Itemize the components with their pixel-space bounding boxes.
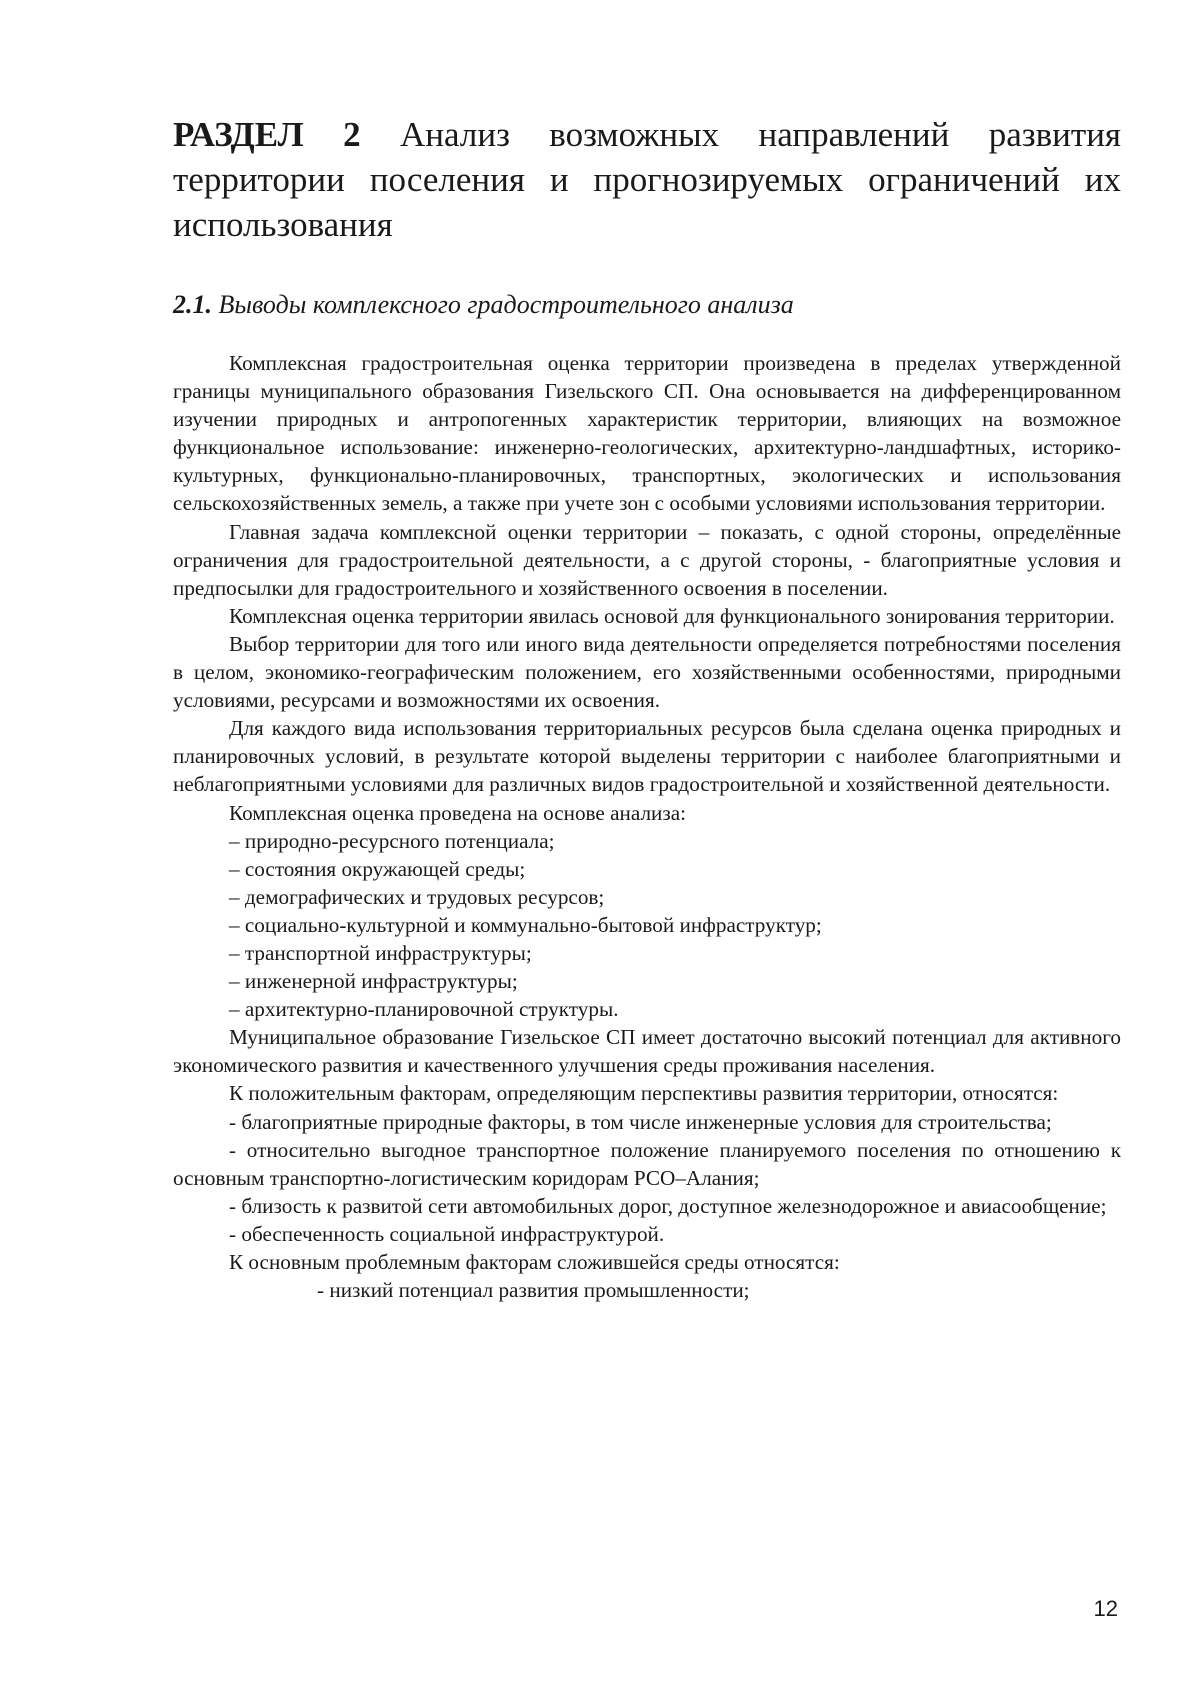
positive-factor-item: - благоприятные природные факторы, в том числе инженерные условия для строительства; xyxy=(229,1109,1052,1134)
positive-factors-list xyxy=(173,1108,1121,1248)
paragraph-4: Выбор территории для того или иного вида деятельности определяется потребностями поселения в целом, экономико-географическим положением, его хозяйственными особенностями, природными условиями, ресурсами и возможностями их освоения. xyxy=(173,631,1121,713)
analysis-list-item: – социально-культурной и коммунально-бытовой инфраструктур; xyxy=(229,912,822,937)
paragraph-9: К основным проблемным факторам сложившейся среды относятся: xyxy=(229,1250,840,1274)
problem-factors-list xyxy=(173,1276,1121,1304)
positive-factor-item: - обеспеченность социальной инфраструктурой. xyxy=(229,1221,665,1246)
paragraph-6: Комплексная оценка проведена на основе анализа: xyxy=(229,800,687,825)
paragraph-8: К положительным факторам, определяющим перспективы развития территории, относятся: xyxy=(229,1081,1059,1106)
problem-factor-item: - низкий потенциал развития промышленности; xyxy=(317,1278,750,1303)
analysis-list xyxy=(173,827,1121,1024)
analysis-list-item: – демографических и трудовых ресурсов; xyxy=(229,884,605,909)
paragraph-7: Муниципальное образование Гизельское СП имеет достаточно высокий потенциал для активного экономического развития и качественного улучшения среды проживания населения. xyxy=(173,1025,1121,1078)
analysis-list-item: – архитектурно-планировочной структуры. xyxy=(229,997,619,1022)
section-label: РАЗДЕЛ 2 xyxy=(173,115,361,154)
section-heading xyxy=(173,112,1121,247)
analysis-list-item: – состояния окружающей среды; xyxy=(229,856,526,881)
paragraph-1: Комплексная градостроительная оценка территории произведена в пределах утвержденной границы муниципального образования Гизельского СП. Она основывается на дифференцированном изучении природных и антропогенных характеристик территории, влияющих на возможное функциональное использование: инженерно-геологических, архитектурно-ландшафтных, историко-культурных, функционально-планировочных, транспортных, экологических и использования сельскохозяйственных земель, а также при учете зон с особыми условиями использования территории. xyxy=(173,351,1121,516)
page-content xyxy=(173,112,1121,1304)
positive-factor-item: - близость к развитой сети автомобильных дорог, доступное железнодорожное и авиасообщение; xyxy=(229,1193,1107,1218)
analysis-list-item: – природно-ресурсного потенциала; xyxy=(229,828,555,853)
paragraph-5: Для каждого вида использования территориальных ресурсов была сделана оценка природных и планировочных условий, в результате которой выделены территории с наиболее благоприятными и неблагоприятными условиями для различных видов градостроительной и хозяйственной деятельности. xyxy=(173,716,1121,797)
paragraph-3: Комплексная оценка территории явилась основой для функционального зонирования территории. xyxy=(229,603,1115,628)
positive-factor-item: - относительно выгодное транспортное положение планируемого поселения по отношению к основным транспортно-логистическим коридорам РСО–Алания; xyxy=(173,1137,1121,1190)
page-number: 12 xyxy=(1093,1596,1118,1621)
paragraph-2: Главная задача комплексной оценки территории – показать, с одной стороны, определённые ограничения для градостроительной деятельности, а с другой стороны, - благоприятные условия и предпосылки для градостроительного и хозяйственного освоения в поселении. xyxy=(173,519,1121,600)
subsection-title: Выводы комплексного градостроительного анализа xyxy=(218,290,794,319)
subsection-number: 2.1. xyxy=(173,290,212,319)
subsection-heading xyxy=(173,289,1121,321)
analysis-list-item: – транспортной инфраструктуры; xyxy=(229,940,532,965)
analysis-list-item: – инженерной инфраструктуры; xyxy=(229,969,518,994)
section-title: Анализ возможных направлений развития территории поселения и прогнозируемых ограничений их использования xyxy=(173,115,1122,244)
